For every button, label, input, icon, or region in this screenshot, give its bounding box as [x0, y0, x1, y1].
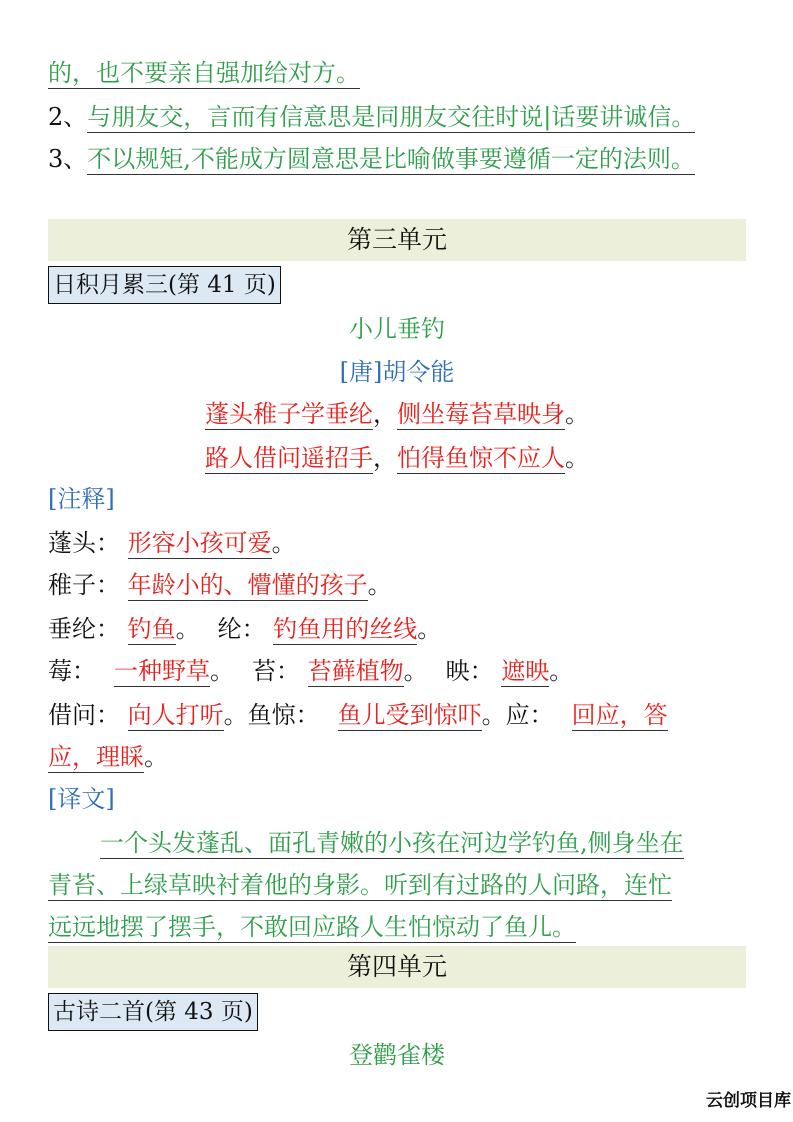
poem-verse: 路人借问遥招手，怕得鱼惊不应人。 — [205, 444, 589, 472]
note-line: 稚子： 年龄小的、懵懂的孩子。 — [48, 571, 392, 599]
poem-title: 小儿垂钓 — [349, 315, 445, 343]
note-line: 垂纶： 钓鱼。 纶： 钓鱼用的丝线。 — [48, 615, 442, 643]
explanation-text: 不以规矩,不能成方圆意思是比喻做事要遵循一定的法则。 — [87, 145, 695, 173]
note-line: 应，理睬。 — [48, 743, 168, 771]
translation-line: 青苔、上绿草映衬着他的身影。听到有过路的人问路，连忙 — [48, 871, 672, 899]
explanation-text: 的，也不要亲自强加给对方。 — [48, 59, 360, 87]
translation-line: 远远地摆了摆手，不敢回应路人生怕惊动了鱼儿。 — [48, 913, 576, 941]
note-line: 借问： 向人打听。鱼惊： 鱼儿受到惊吓。应： 回应，答 — [48, 701, 668, 729]
text-line — [48, 58, 748, 88]
note-line: 蓬头： 形容小孩可爱。 — [48, 529, 296, 557]
poem-author — [48, 357, 746, 387]
dynasty: [唐] — [339, 358, 383, 386]
lesson-box: 古诗二首(第 43 页) — [48, 993, 258, 1031]
item-number: 2、 — [48, 103, 88, 131]
notes-label: [注释] — [48, 485, 115, 513]
lesson-box: 日积月累三(第 41 页) — [48, 266, 281, 304]
translation-line: 一个头发蓬乱、面孔青嫩的小孩在河边学钓鱼,侧身坐在 — [100, 829, 684, 857]
section-title: 第三单元 — [346, 225, 447, 254]
list-item — [48, 144, 748, 174]
item-number: 3、 — [48, 145, 88, 173]
section-header — [48, 946, 746, 988]
translation-label: [译文] — [48, 785, 115, 813]
footer-watermark: 云创项目库 — [706, 1091, 791, 1111]
author-name: 胡令能 — [382, 358, 455, 386]
section-header — [48, 219, 746, 261]
note-line: 莓： 一种野草。 苔： 苔藓植物。 映： 遮映。 — [48, 657, 574, 685]
explanation-text: 与朋友交，言而有信意思是同朋友交往时说|话要讲诚信。 — [87, 103, 696, 131]
poem-title: 登鹳雀楼 — [349, 1041, 445, 1069]
list-item — [48, 102, 748, 132]
section-title: 第四单元 — [346, 952, 447, 981]
poem-verse: 蓬头稚子学垂纶，侧坐莓苔草映身。 — [205, 400, 589, 428]
